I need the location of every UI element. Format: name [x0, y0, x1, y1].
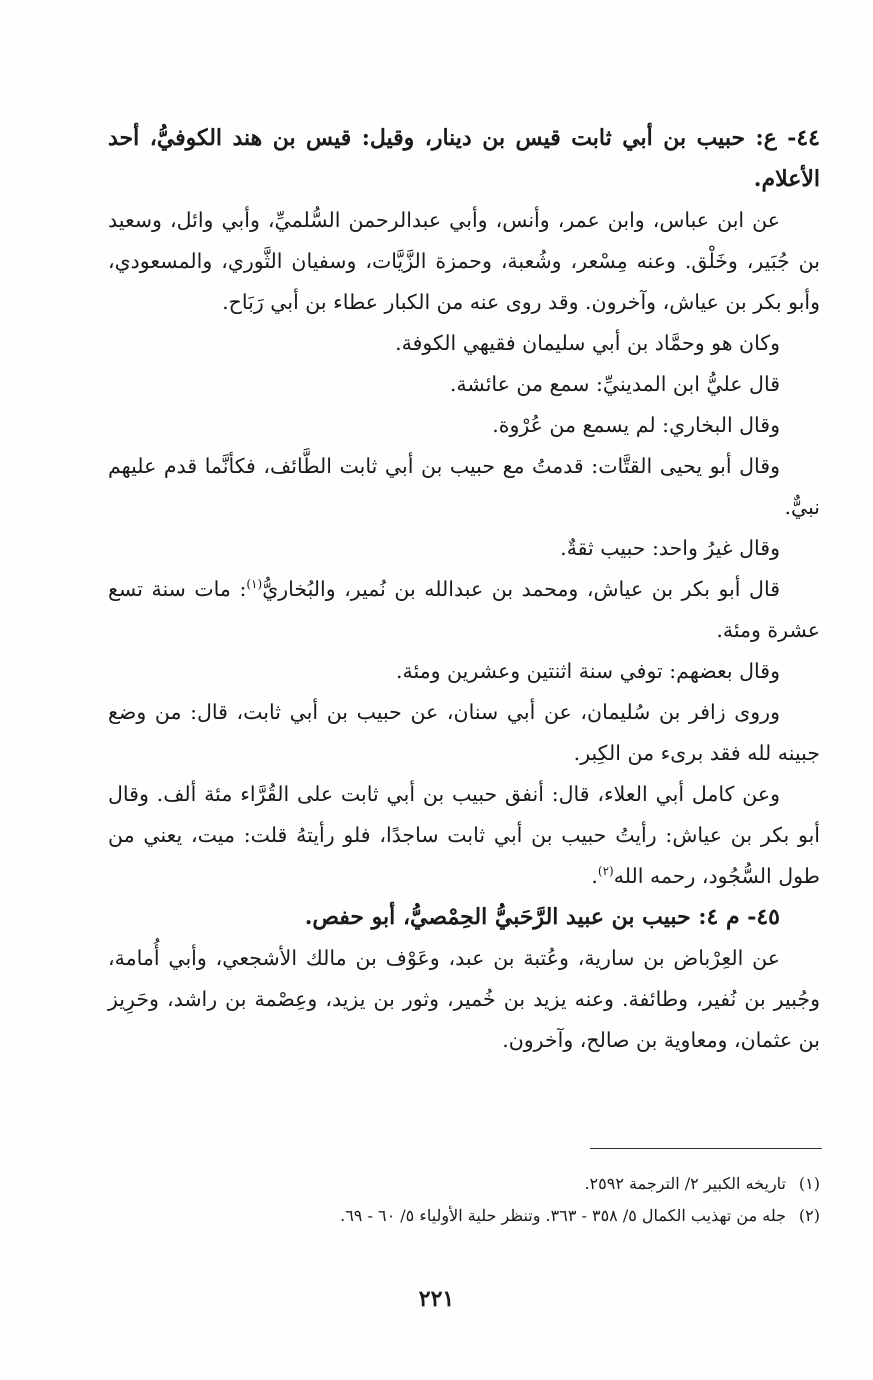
- entry-44-last-paragraph: [108, 774, 820, 897]
- entry-44-paragraph: وقال البخاري: لم يسمع من عُرْوة.: [492, 413, 780, 437]
- footnote-number: (٢): [798, 1206, 820, 1225]
- footnote-ref-1[interactable]: (١): [246, 577, 263, 592]
- page-number: ٢٢١: [418, 1286, 455, 1312]
- footnote-ref-2[interactable]: (٢): [597, 864, 614, 879]
- footnotes: [108, 1168, 820, 1232]
- entry-44-paragraph: وروى زافر بن سُليمان، عن أبي سنان، عن حبيب بن أبي ثابت، قال: من وضع جبينه لله فقد برىء من الكِبر.: [108, 700, 820, 765]
- last-text-end: .: [591, 864, 598, 888]
- footnote-2: [108, 1200, 820, 1232]
- entry-44-heading: ٤٤- ع: حبيب بن أبي ثابت قيس بن دينار، وقيل: قيس بن هند الكوفيُّ، أحد الأعلام.: [108, 125, 820, 192]
- entry-44-paragraph: وقال بعضهم: توفي سنة اثنتين وعشرين ومئة.: [395, 659, 780, 683]
- entry-44-death-paragraph: [108, 569, 820, 651]
- entry-45-heading: ٤٥- م ٤: حبيب بن عبيد الرَّحَبيُّ الحِمْصيُّ، أبو حفص.: [304, 904, 780, 930]
- main-text: [108, 118, 820, 1061]
- entry-44-paragraph: قال عليُّ ابن المدينيِّ: سمع من عائشة.: [449, 372, 780, 396]
- footnote-1: [108, 1168, 820, 1200]
- last-text: وعن كامل أبي العلاء، قال: أنفق حبيب بن أبي ثابت على القُرَّاء مئة ألف. وقال أبو بكر بن عياش: رأيتُ حبيب بن أبي ثابت ساجدًا، فلو رأيتهُ قلت: ميت، يعني من طول السُّجُود، رحمه الله: [108, 782, 820, 888]
- footnote-number: (١): [798, 1174, 820, 1193]
- entry-44-paragraph: وقال أبو يحيى القتَّات: قدمتُ مع حبيب بن أبي ثابت الطَّائف، فكأنَّما قدم عليهم نبيٌّ.: [108, 454, 820, 519]
- footnote-text: تاريخه الكبير ٢/ الترجمة ٢٥٩٢.: [584, 1174, 786, 1193]
- death-text-end: : مات سنة تسع عشرة ومئة.: [108, 577, 820, 642]
- entry-44-paragraph: عن ابن عباس، وابن عمر، وأنس، وأبي عبدالرحمن السُّلميِّ، وأبي وائل، وسعيد بن جُبَير، وخَلْق. وعنه مِسْعر، وشُعبة، وحمزة الزَّيَّات، وسفيان الثَّوري، والمسعودي، وأبو بكر بن عياش، وآخرون. وقد روى عنه من الكبار عطاء بن أبي رَبَاح.: [108, 208, 820, 314]
- footnote-text: جله من تهذيب الكمال ٥/ ٣٥٨ - ٣٦٣. وتنظر حلية الأولياء ٥/ ٦٠ - ٦٩.: [340, 1206, 786, 1225]
- entry-45-paragraph: عن العِرْباض بن سارية، وعُتبة بن عبد، وعَوْف بن مالك الأشجعي، وأبي أُمامة، وجُبير بن نُفير، وطائفة. وعنه يزيد بن خُمير، وثور بن يزيد، وعِصْمة بن راشد، وحَرِيز بن عثمان، ومعاوية بن صالح، وآخرون.: [108, 946, 820, 1052]
- footnote-divider: [590, 1148, 822, 1149]
- entry-44-paragraph: وقال غيرُ واحد: حبيب ثقةٌ.: [560, 536, 780, 560]
- entry-44-paragraph: وكان هو وحمَّاد بن أبي سليمان فقيهي الكوفة.: [395, 331, 780, 355]
- death-text: قال أبو بكر بن عياش، ومحمد بن عبدالله بن نُمير، والبُخاريُّ: [262, 577, 780, 601]
